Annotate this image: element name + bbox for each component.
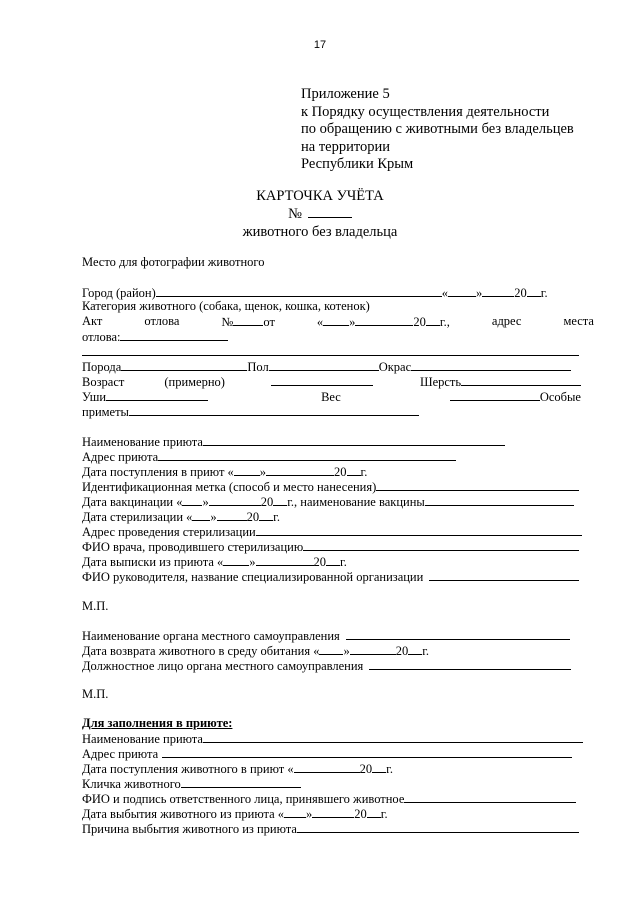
catch-address-field[interactable] [120,329,228,341]
city-label: Город (район) [82,286,156,300]
number-sign: № [221,315,234,329]
vaccine-name-label: г., наименование вакцины [287,495,425,509]
year-suffix: г. [340,555,347,569]
city-year-field[interactable] [527,285,541,297]
discharge-label: Дата выписки из приюта « [82,555,224,569]
shelter-address-line [82,449,456,464]
shelter-name-line [82,434,505,449]
leave-year-field[interactable] [367,806,381,818]
sterilization-label: Дата стерилизации « [82,510,193,524]
leave-reason-label: Причина выбытия животного из приюта [82,822,297,836]
admission-year-field[interactable] [347,464,361,476]
stamp-label: М.П. [82,599,109,613]
quote-close: » [306,807,313,821]
act-word: отлова [144,314,180,328]
act-month-field[interactable] [355,314,413,326]
nickname-field[interactable] [181,776,301,788]
shelter-address-label: Адрес приюта [82,450,159,464]
official-field[interactable] [369,658,571,670]
quote-close: » [343,644,350,658]
local-gov-line [82,628,570,643]
appendix-line: Республики Крым [301,156,414,172]
return-month-field[interactable] [350,643,396,655]
breed-label: Порода [82,360,122,374]
nickname-line [82,776,301,791]
quote-close: » [249,555,256,569]
appendix-line: Приложение 5 [301,86,390,102]
weight-label: Вес [321,390,341,404]
catch-address-line [82,329,228,344]
sterilization-day-field[interactable] [192,509,210,521]
city-day-field[interactable] [448,285,476,297]
nickname-label: Кличка животного [82,777,181,791]
manager-field[interactable] [429,569,579,581]
return-day-field[interactable] [319,643,343,655]
sterilization-line [82,509,280,524]
year-suffix: г. [386,762,393,776]
shelter-name-label: Наименование приюта [82,435,203,449]
year-suffix: г. [273,510,280,524]
year-suffix: г. [422,644,430,658]
vaccination-line [82,494,574,509]
shelter-section-name-field[interactable] [203,731,583,743]
vet-name-label: ФИО врача, проводившего стерилизацию [82,540,304,554]
appendix-line: по обращению с животными без владельцев [301,121,574,137]
appendix-line: к Порядку осуществления деятельности [301,103,550,120]
year-suffix: г. [380,807,388,821]
act-date [317,314,450,329]
quote-open: « [316,315,324,329]
page-number: 17 [313,39,327,51]
act-year-field[interactable] [426,314,440,326]
discharge-month-field[interactable] [256,554,314,566]
appendix-line: на территории [301,138,391,155]
year-suffix: г., [439,315,450,329]
return-date-line [82,643,429,658]
local-gov-field[interactable] [346,628,570,640]
ears-line [82,389,581,404]
shelter-section-admission-label: Дата поступления животного в приют « [82,762,294,776]
sex-label: Пол [247,360,269,374]
vet-name-field[interactable] [303,539,579,551]
discharge-line [82,554,347,569]
leave-day-field[interactable] [284,806,306,818]
shelter-admission-date-field[interactable] [294,761,360,773]
act-number [221,314,275,329]
leave-date-label: Дата выбытия животного из приюта « [82,807,285,821]
return-date-label: Дата возврата животного в среду обитания « [82,644,320,658]
act-day-field[interactable] [323,314,349,326]
vet-name-line [82,539,579,554]
return-year-field[interactable] [408,643,422,655]
admission-day-field[interactable] [234,464,260,476]
shelter-name-field[interactable] [203,434,505,446]
catch-address-label: отлова: [82,330,121,344]
ears-label: Уши [82,390,107,404]
age-field[interactable] [271,374,373,386]
leave-month-field[interactable] [312,806,354,818]
leave-reason-line [82,821,579,836]
quote-close: » [259,465,267,479]
act-word: места [563,314,594,328]
vaccination-label: Дата вакцинации « [82,495,183,509]
category-label: Категория животного (собака, щенок, кошка, котенок) [82,299,370,313]
admission-month-field[interactable] [266,464,334,476]
stamp-label: М.П. [82,687,109,701]
card-number [0,206,640,223]
admission-label: Дата поступления в приют « [82,465,234,479]
year-prefix: 20 [354,807,367,821]
sex-field[interactable] [269,359,379,371]
year-suffix: г. [540,286,548,300]
act-word: адрес [491,314,522,328]
signs-label-2: приметы [82,405,129,419]
official-label: Должностное лицо органа местного самоуправления [82,659,364,673]
shelter-section-address-line [82,746,572,761]
year-prefix: 20 [334,465,347,479]
year-prefix: 20 [246,510,260,524]
vaccination-month-field[interactable] [209,494,261,506]
shelter-admission-year-field[interactable] [372,761,386,773]
city-month-field[interactable] [482,285,514,297]
year-prefix: 20 [514,286,527,300]
age-note: (примерно) [164,375,225,389]
act-word: от [263,315,275,329]
city-line [82,285,548,300]
year-prefix: 20 [395,644,409,658]
admission-line [82,464,367,479]
act-line [82,314,594,329]
leave-reason-field[interactable] [297,821,579,833]
signs-field[interactable] [129,404,419,416]
discharge-year-field[interactable] [326,554,340,566]
year-prefix: 20 [313,555,326,569]
official-line [82,658,571,673]
weight-field[interactable] [450,389,540,401]
shelter-address-field[interactable] [158,449,456,461]
city-field[interactable] [156,285,442,297]
quote-close: » [210,510,217,524]
manager-label: ФИО руководителя, название специализированной организации [82,570,424,584]
year-suffix: г. [360,465,368,479]
quote-close: » [349,315,356,329]
quote-close: » [202,495,209,509]
leave-date-line [82,806,388,821]
discharge-day-field[interactable] [223,554,249,566]
act-number-field[interactable] [233,314,263,326]
card-title: КАРТОЧКА УЧЁТА [256,188,384,204]
signs-label: Особые [539,390,581,404]
year-prefix: 20 [359,762,373,776]
year-prefix: 20 [260,495,274,509]
sterilization-address-label: Адрес проведения стерилизации [82,525,256,539]
id-mark-field[interactable] [376,479,579,491]
appendix-block [301,86,574,174]
sterilization-address-field[interactable] [256,524,582,536]
age-line [82,374,581,389]
responsible-field[interactable] [404,791,576,803]
act-word: Акт [82,314,103,328]
card-number-field[interactable] [308,206,352,218]
color-field[interactable] [411,359,571,371]
fur-label: Шерсть [419,375,462,389]
quote-open: « [441,286,449,300]
local-gov-label: Наименование органа местного самоуправления [82,629,340,643]
shelter-section-address-field[interactable] [162,746,572,758]
id-mark-label: Идентификационная метка (способ и место нанесения) [82,480,377,494]
sterilization-month-field[interactable] [217,509,247,521]
catch-address-field-2[interactable] [82,355,579,356]
manager-line [82,569,579,584]
shelter-section-heading: Для заполнения в приюте: [82,716,233,730]
sterilization-address-line [82,524,582,539]
breed-line [82,359,571,374]
number-sign: № [288,206,302,222]
shelter-section-admission-line [82,761,393,776]
shelter-section-name-line [82,731,583,746]
color-label: Окрас [378,360,412,374]
id-mark-line [82,479,579,494]
shelter-section-address-label: Адрес приюта [82,747,159,761]
responsible-label: ФИО и подпись ответственного лица, принявшего животное [82,792,405,806]
photo-place-label: Место для фотографии животного [82,255,265,269]
fur-field[interactable] [461,374,581,386]
shelter-section-name-label: Наименование приюта [82,732,203,746]
age-label: Возраст [82,375,125,389]
quote-close: » [476,286,483,300]
breed-field[interactable] [121,359,247,371]
signs-line [82,404,419,419]
vaccine-name-field[interactable] [425,494,574,506]
card-subtitle: животного без владельца [242,224,398,240]
year-prefix: 20 [413,315,426,329]
ears-field[interactable] [106,389,208,401]
sterilization-year-field[interactable] [259,509,273,521]
vaccination-day-field[interactable] [182,494,202,506]
vaccination-year-field[interactable] [273,494,287,506]
responsible-line [82,791,576,806]
